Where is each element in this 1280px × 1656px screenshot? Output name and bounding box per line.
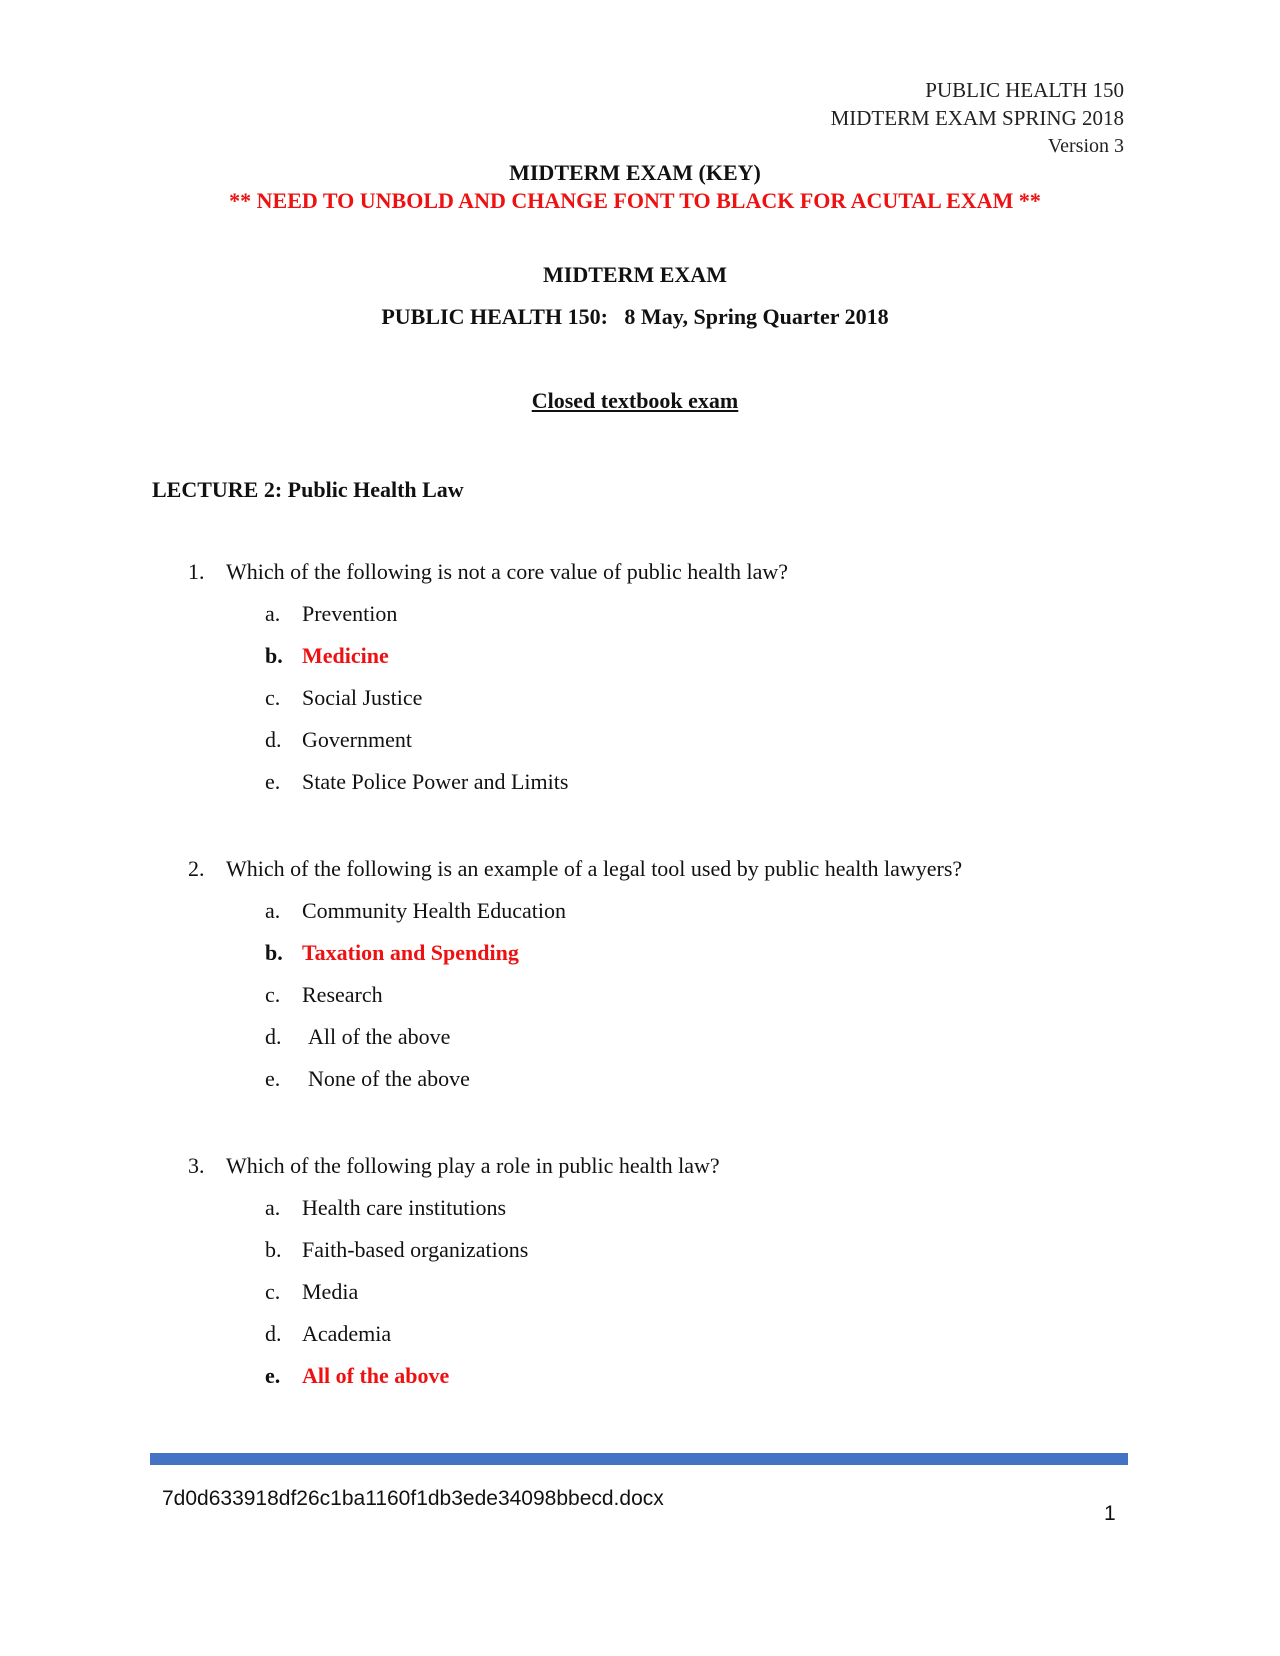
closed-book-text: Closed textbook exam — [531, 388, 739, 413]
option-text: Medicine — [302, 643, 389, 668]
option-letter: c. — [265, 1279, 281, 1304]
question-number: 1. — [188, 559, 205, 584]
course-date-line: PUBLIC HEALTH 150: 8 May, Spring Quarter 2018 — [381, 304, 889, 329]
question-number: 3. — [188, 1153, 205, 1178]
option-1a — [265, 601, 397, 627]
option-2c — [265, 982, 383, 1008]
option-text: Media — [302, 1279, 359, 1304]
option-text: None of the above — [308, 1066, 470, 1091]
question-text: Which of the following play a role in public health law? — [226, 1153, 720, 1178]
question-1 — [188, 559, 788, 585]
option-text: Government — [302, 727, 412, 752]
option-3d — [265, 1321, 391, 1347]
page-number: 1 — [1104, 1502, 1116, 1525]
option-letter: e. — [265, 769, 281, 794]
option-text: Social Justice — [302, 685, 423, 710]
option-1c — [265, 685, 422, 711]
closed-book-notice — [0, 388, 1270, 414]
option-text: Taxation and Spending — [302, 940, 519, 965]
question-3 — [188, 1153, 720, 1179]
question-2 — [188, 856, 962, 882]
option-2b-correct — [265, 940, 519, 966]
option-letter: c. — [265, 685, 281, 710]
option-letter: b. — [265, 643, 283, 668]
key-title: MIDTERM EXAM (KEY) — [509, 160, 761, 185]
page-header — [831, 76, 1124, 160]
option-text: Faith-based organizations — [302, 1237, 529, 1262]
exam-title: MIDTERM EXAM — [543, 262, 727, 287]
option-text: Community Health Education — [302, 898, 566, 923]
lecture-heading: LECTURE 2: Public Health Law — [152, 477, 464, 502]
footer-divider-bar — [150, 1453, 1128, 1465]
option-1e — [265, 769, 568, 795]
option-letter: a. — [265, 601, 281, 626]
option-letter: d. — [265, 1024, 282, 1049]
option-letter: a. — [265, 1195, 281, 1220]
option-text: All of the above — [308, 1024, 451, 1049]
option-3c — [265, 1279, 358, 1305]
option-text: Prevention — [302, 601, 398, 626]
option-1d — [265, 727, 412, 753]
option-2d — [265, 1024, 450, 1050]
option-text: All of the above — [302, 1363, 450, 1388]
option-text: Research — [302, 982, 383, 1007]
header-exam: MIDTERM EXAM SPRING 2018 — [830, 106, 1124, 130]
question-text: Which of the following is an example of a legal tool used by public health lawyers? — [226, 856, 963, 881]
option-3b — [265, 1237, 528, 1263]
option-text: Health care institutions — [302, 1195, 507, 1220]
question-text: Which of the following is not a core value of public health law? — [226, 559, 789, 584]
question-number: 2. — [188, 856, 205, 881]
option-letter: a. — [265, 898, 281, 923]
option-2e — [265, 1066, 470, 1092]
key-instruction-note: ** NEED TO UNBOLD AND CHANGE FONT TO BLACK FOR ACUTAL EXAM ** — [229, 188, 1041, 213]
option-letter: d. — [265, 1321, 282, 1346]
header-version: Version 3 — [1047, 135, 1124, 157]
option-letter: b. — [265, 940, 283, 965]
option-text: State Police Power and Limits — [302, 769, 569, 794]
option-3e-correct — [265, 1363, 449, 1389]
option-3a — [265, 1195, 506, 1221]
footer-filename: 7d0d633918df26c1ba1160f1db3ede34098bbecd.docx — [162, 1487, 664, 1510]
header-course: PUBLIC HEALTH 150 — [925, 78, 1124, 102]
option-text: Academia — [302, 1321, 392, 1346]
option-letter: d. — [265, 727, 282, 752]
option-letter: e. — [265, 1363, 281, 1388]
option-1b-correct — [265, 643, 389, 669]
option-2a — [265, 898, 566, 924]
option-letter: b. — [265, 1237, 282, 1262]
option-letter: e. — [265, 1066, 281, 1091]
option-letter: c. — [265, 982, 281, 1007]
